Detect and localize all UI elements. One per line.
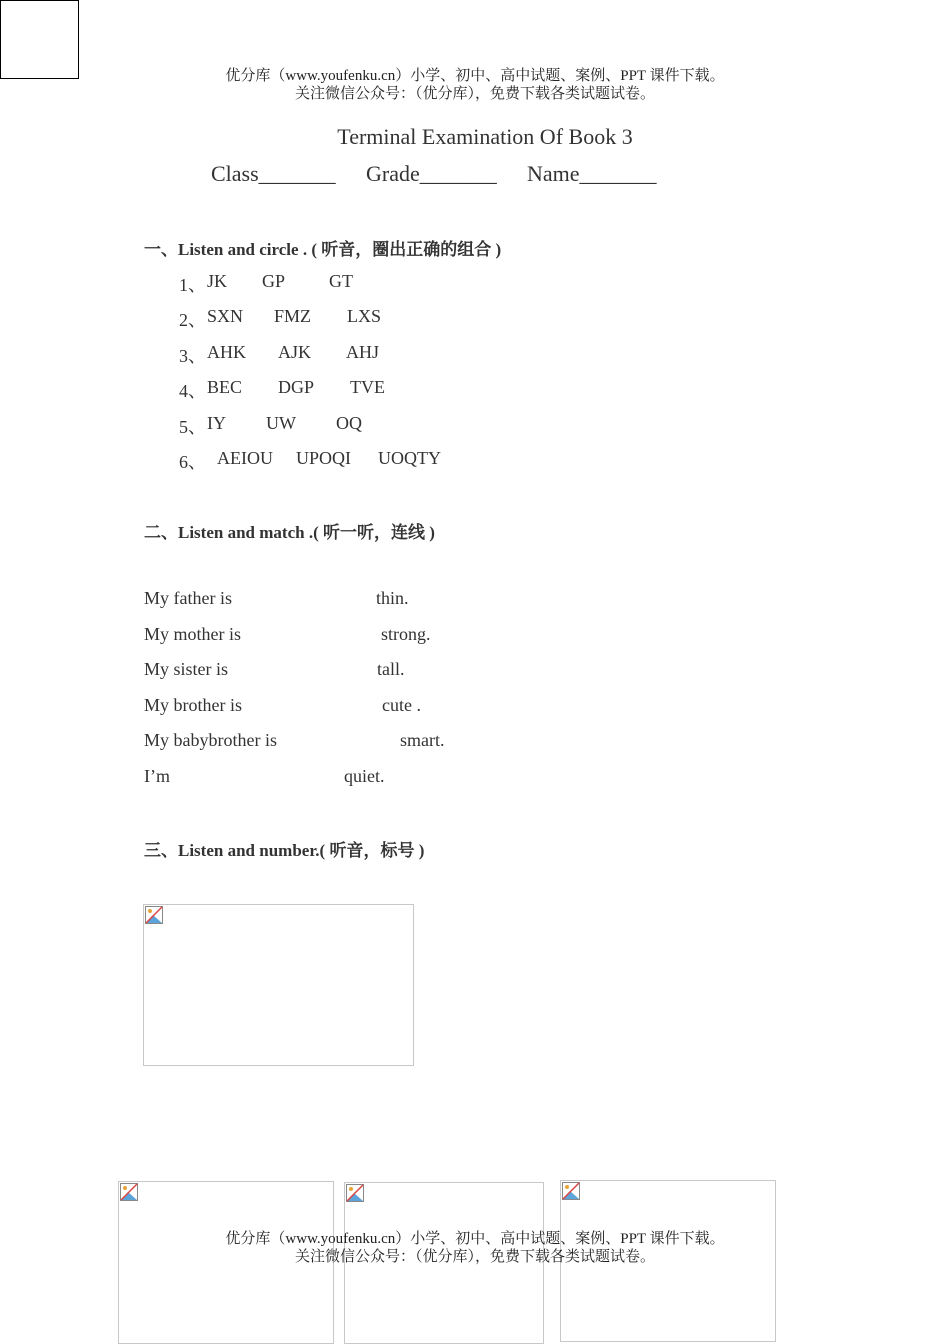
circle-item-num: 4、	[179, 381, 206, 401]
watermark-bottom	[0, 1230, 950, 1266]
circle-option: AJK	[278, 342, 312, 362]
match-right: quiet.	[344, 766, 385, 786]
watermark-line1: 优分库（www.youfenku.cn）小学、初中、高中试题、案例、PPT 课件下载。	[225, 68, 725, 84]
match-left: My babybrother is	[144, 730, 277, 750]
circle-option: AHJ	[346, 342, 380, 362]
circle-option: BEC	[207, 377, 243, 397]
broken-image-icon	[120, 1183, 138, 1201]
broken-image-icon	[562, 1182, 580, 1200]
watermark-line1: 优分库（www.youfenku.cn）小学、初中、高中试题、案例、PPT 课件下载。	[225, 1231, 725, 1247]
broken-image-icon	[346, 1184, 364, 1202]
match-left: I’m	[144, 766, 170, 786]
match-right: smart.	[400, 730, 445, 750]
circle-option: TVE	[350, 377, 385, 397]
circle-item-num: 2、	[179, 310, 206, 330]
match-right: strong.	[381, 624, 431, 644]
class-field: Class_______	[211, 161, 336, 186]
circle-option: LXS	[347, 306, 382, 326]
match-right: cute .	[382, 695, 421, 715]
broken-image-icon	[145, 906, 163, 924]
circle-item-num: 3、	[179, 346, 206, 366]
watermark-line2: 关注微信公众号：（优分库），免费下载各类试题试卷。	[294, 1249, 655, 1265]
match-right: tall.	[377, 659, 405, 679]
circle-item-num: 1、	[179, 275, 206, 295]
section2-heading: 二、Listen and match .( 听一听，连线 )	[144, 523, 435, 542]
circle-option: UW	[266, 413, 296, 433]
circle-option: JK	[207, 271, 228, 291]
name-field: Name_______	[527, 161, 657, 186]
match-left: My sister is	[144, 659, 229, 679]
circle-option: AEIOU	[217, 448, 273, 468]
circle-option: IY	[207, 413, 226, 433]
match-left: My mother is	[144, 624, 241, 644]
circle-option: FMZ	[274, 306, 312, 326]
circle-option: GP	[262, 271, 286, 291]
section1-heading: 一、Listen and circle . ( 听音，圈出正确的组合 )	[144, 240, 502, 259]
page-title: Terminal Examination Of Book 3	[337, 124, 633, 149]
circle-item-num: 6、	[179, 452, 206, 472]
image-placeholder	[143, 904, 414, 1066]
circle-option: AHK	[207, 342, 246, 362]
circle-option: UOQTY	[378, 448, 441, 468]
circle-option: OQ	[336, 413, 362, 433]
watermark-line2: 关注微信公众号：（优分库），免费下载各类试题试卷。	[294, 86, 655, 102]
match-right: thin.	[376, 588, 409, 608]
watermark-top	[0, 67, 950, 103]
match-left: My brother is	[144, 695, 242, 715]
section3-heading: 三、Listen and number.( 听音，标号 )	[144, 841, 425, 860]
grade-field: Grade_______	[366, 161, 497, 186]
circle-option: DGP	[278, 377, 315, 397]
circle-item-num: 5、	[179, 417, 206, 437]
circle-option: SXN	[207, 306, 244, 326]
circle-option: GT	[329, 271, 353, 291]
circle-option: UPOQI	[296, 448, 352, 468]
match-left: My father is	[144, 588, 232, 608]
